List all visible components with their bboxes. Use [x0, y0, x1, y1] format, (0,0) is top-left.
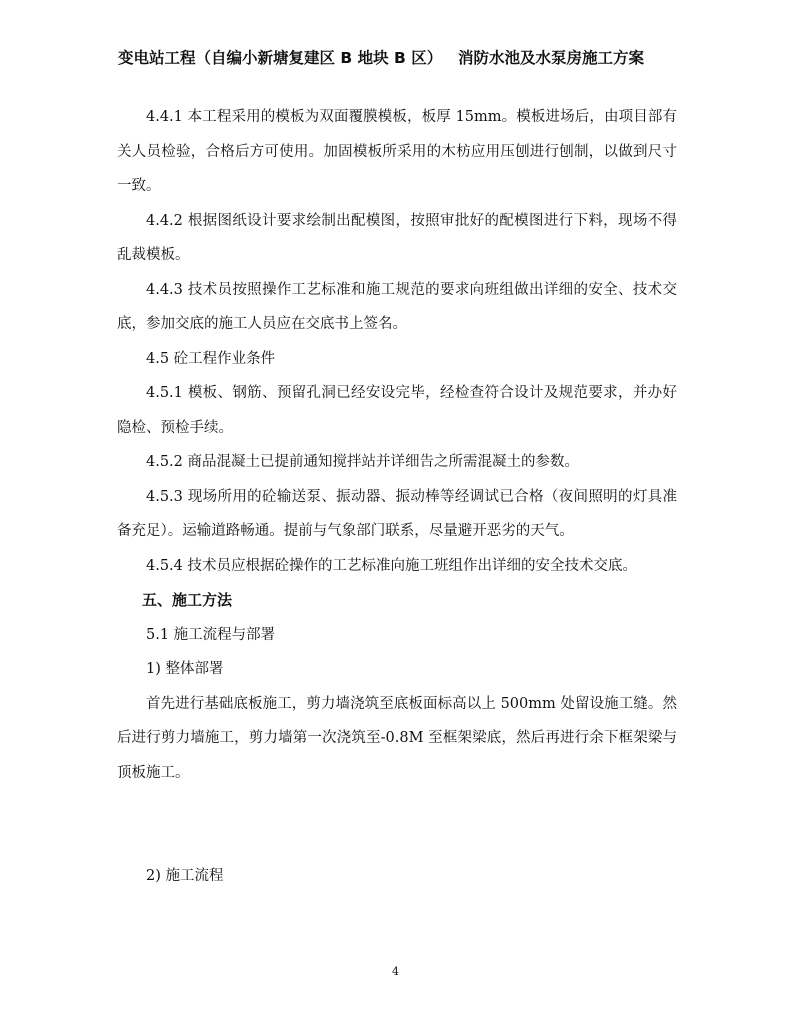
paragraph-4-5-4: 4.5.4 技术员应根据砼操作的工艺标准向施工班组作出详细的安全技术交底。	[146, 557, 638, 574]
document-body	[117, 100, 677, 894]
page-number: 4	[392, 965, 399, 978]
paragraph-4-4-1: 4.4.1 本工程采用的模板为双面覆膜模板，板厚 15mm。模板进场后，由项目部有关人员检验，合格后方可使用。加固模板所采用的木枋应用压刨进行刨制，以做到尺寸一致。	[117, 109, 677, 194]
chapter-heading-5: 五、施工方法	[142, 591, 233, 609]
paragraph-overall-deployment: 首先进行基础底板施工，剪力墙浇筑至底板面标高以上 500mm 处留设施工缝。然后进行剪力墙施工，剪力墙第一次浇筑至-0.8M 至框架梁底，然后再进行余下框架梁与顶板施工。	[117, 695, 677, 781]
paragraph-4-5-2: 4.5.2 商品混凝土已提前通知搅拌站并详细告之所需混凝土的参数。	[146, 454, 580, 470]
blank-space	[117, 790, 677, 859]
section-heading-4-5: 4.5 砼工程作业条件	[146, 350, 276, 367]
subheading-construction-flow: 2) 施工流程	[146, 868, 224, 884]
page-header	[118, 46, 678, 70]
header-document-title: 消防水池及水泵房施工方案	[458, 49, 645, 67]
paragraph-4-5-1: 4.5.1 模板、钢筋、预留孔洞已经安设完毕，经检查符合设计及规范要求，并办好隐检、预检手续。	[117, 385, 677, 436]
section-heading-5-1: 5.1 施工流程与部署	[146, 626, 276, 643]
paragraph-4-4-2: 4.4.2 根据图纸设计要求绘制出配模图，按照审批好的配模图进行下料，现场不得乱裁模板。	[117, 212, 677, 263]
paragraph-4-4-3: 4.4.3 技术员按照操作工艺标准和施工规范的要求向班组做出详细的安全、技术交底，参加交底的施工人员应在交底书上签名。	[117, 281, 677, 332]
paragraph-4-5-3: 4.5.3 现场所用的砼输送泵、振动器、振动棒等经调试已合格（夜间照明的灯具准备充足）。运输道路畅通。提前与气象部门联系，尽量避开恶劣的天气。	[117, 488, 677, 539]
subheading-overall-deployment: 1) 整体部署	[146, 661, 224, 677]
header-project-title: 变电站工程（自编小新塘复建区 B 地块 B 区）	[118, 49, 443, 67]
